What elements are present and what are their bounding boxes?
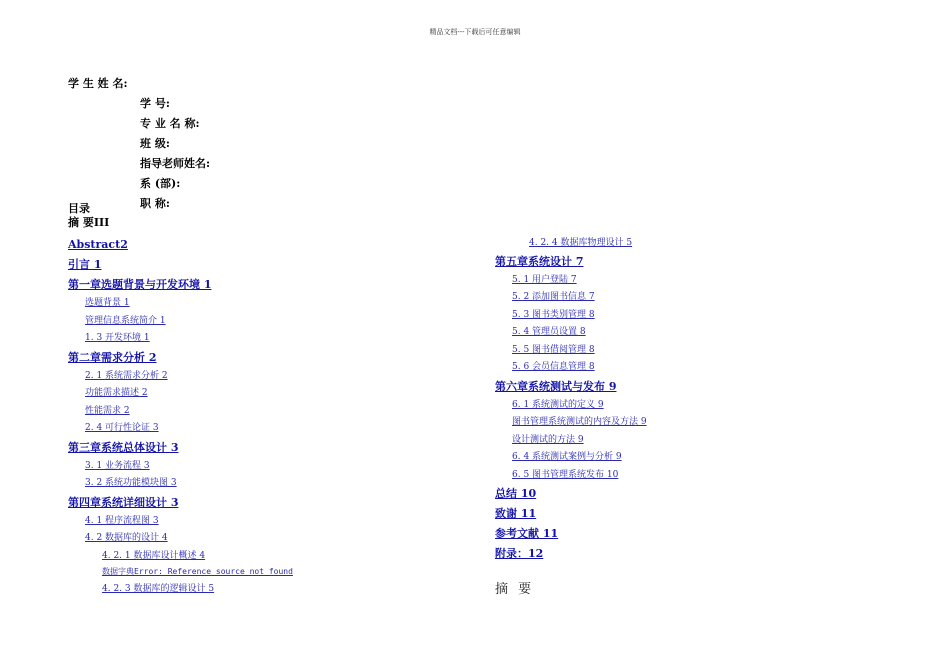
toc-entry[interactable]: 总结 10 xyxy=(495,487,537,500)
toc-entry[interactable]: 管理信息系统简介 1 xyxy=(85,315,166,326)
toc-entry[interactable]: 4. 2 数据库的设计 4 xyxy=(85,533,168,543)
toc-entry[interactable]: 3. 2 系统功能模块图 3 xyxy=(85,478,177,488)
toc-entry[interactable]: Abstract2 xyxy=(68,238,128,251)
job-title-label: 职 称: xyxy=(140,197,170,210)
summary-heading: 摘 要 xyxy=(495,582,535,597)
toc-entry[interactable]: 5. 4 管理员设置 8 xyxy=(512,327,586,337)
toc-entry[interactable]: 第四章系统详细设计 3 xyxy=(68,495,179,509)
toc-entry[interactable]: 致谢 11 xyxy=(495,507,537,520)
toc-abstract-heading: 摘 要III xyxy=(68,216,110,229)
toc-entry[interactable]: 附录：12 xyxy=(495,547,544,560)
toc-entry[interactable]: 4. 2. 4 数据库物理设计 5 xyxy=(529,238,633,248)
toc-entry[interactable]: 性能需求 2 xyxy=(85,405,130,416)
toc-title: 目录 xyxy=(68,202,90,215)
toc-entry[interactable]: 6. 1 系统测试的定义 9 xyxy=(512,399,604,410)
toc-entry[interactable]: 5. 6 会员信息管理 8 xyxy=(512,362,595,372)
toc-entry[interactable]: 数据字典Error: Reference source not found xyxy=(102,567,293,576)
toc-entry[interactable]: 第一章选题背景与开发环境 1 xyxy=(68,278,212,291)
toc-entry[interactable]: 第五章系统设计 7 xyxy=(495,254,584,268)
toc-entry[interactable]: 图书管理系统测试的内容及方法 9 xyxy=(512,417,647,427)
toc-entry[interactable]: 功能需求描述 2 xyxy=(85,388,148,398)
toc-entry[interactable]: 3. 1 业务流程 3 xyxy=(85,460,150,471)
toc-entry[interactable]: 5. 3 图书类别管理 8 xyxy=(512,309,595,320)
student-id-label: 学 号: xyxy=(140,97,170,110)
toc-entry[interactable]: 第二章需求分析 2 xyxy=(68,350,157,364)
toc-entry[interactable]: 2. 4 可行性论证 3 xyxy=(85,423,159,433)
major-label: 专 业 名 称: xyxy=(140,117,200,130)
student-info-block xyxy=(68,74,210,214)
toc-entry[interactable]: 参考文献 11 xyxy=(495,527,559,540)
toc-entry[interactable]: 第六章系统测试与发布 9 xyxy=(495,379,617,393)
toc-entry[interactable]: 6. 4 系统测试案例与分析 9 xyxy=(512,452,622,462)
toc-entry[interactable]: 5. 2 添加图书信息 7 xyxy=(512,292,595,302)
class-label: 班 级: xyxy=(140,137,170,150)
toc-entry[interactable]: 4. 1 程序流程图 3 xyxy=(85,515,159,526)
toc-entry[interactable]: 4. 2. 3 数据库的逻辑设计 5 xyxy=(102,583,215,594)
advisor-label: 指导老师姓名: xyxy=(140,157,211,170)
toc-entry[interactable]: 设计测试的方法 9 xyxy=(512,434,584,445)
toc-entry[interactable]: 5. 5 图书借阅管理 8 xyxy=(512,344,595,355)
toc-entry[interactable]: 第三章系统总体设计 3 xyxy=(68,440,179,454)
page-header: 精品文档---下载后可任意编辑 xyxy=(429,28,521,36)
toc-entry[interactable]: 选题背景 1 xyxy=(85,298,130,308)
toc-entry[interactable]: 4. 2. 1 数据库设计概述 4 xyxy=(102,550,206,561)
department-label: 系 (部): xyxy=(140,177,181,190)
student-name-label: 学 生 姓 名: xyxy=(68,77,128,90)
toc-left-column xyxy=(68,235,293,597)
toc-entry[interactable]: 1. 3 开发环境 1 xyxy=(85,333,150,343)
toc-entry[interactable]: 2. 1 系统需求分析 2 xyxy=(85,370,168,381)
toc-entry[interactable]: 6. 5 图书管理系统发布 10 xyxy=(512,469,619,480)
toc-right-column xyxy=(495,235,647,564)
toc-entry[interactable]: 5. 1 用户登陆 7 xyxy=(512,274,577,285)
toc-entry[interactable]: 引言 1 xyxy=(68,258,102,271)
